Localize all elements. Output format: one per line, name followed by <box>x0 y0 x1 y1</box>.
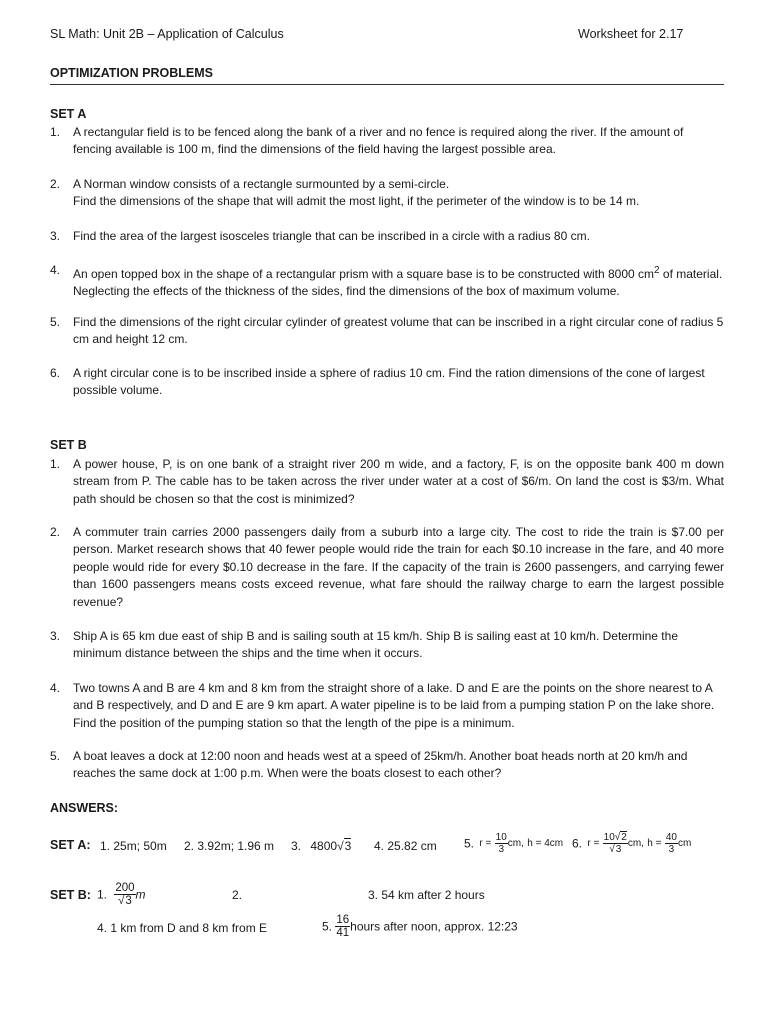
answer-b5 <box>322 914 518 939</box>
problem-text: Ship A is 65 km due east of ship B and is sailing south at 15 km/h. Ship B is sailing east at 10 km/h. Determine the minimum distance between the ships and the time when it occurs. <box>73 629 678 661</box>
answers-set-a-label: SET A: <box>50 838 91 852</box>
problem-number: 4. <box>50 263 61 277</box>
numerator: 40 <box>665 832 677 843</box>
answer-a3 <box>291 839 351 853</box>
page-title: OPTIMIZATION PROBLEMS <box>50 66 213 80</box>
answer-a6 <box>572 832 691 855</box>
answer-text: hours after noon, approx. 12:23 <box>350 919 518 934</box>
problem-text: Find the dimensions of the right circular cylinder of greatest volume that can be inscribed in a right circular cone of radius 5 cm and height 12 cm. <box>73 315 724 347</box>
variable-h: h = <box>647 838 662 849</box>
set-b-heading: SET B <box>50 438 87 452</box>
problem-number: 4. <box>50 681 61 695</box>
unit: cm <box>677 838 692 849</box>
answer-number: 5. <box>322 919 333 934</box>
radicand: 3 <box>615 844 622 855</box>
problem-text: An open topped box in the shape of a rectangular prism with a square base is to be constructed with 8000 cm <box>73 267 655 281</box>
problem-number: 1. <box>50 125 61 139</box>
problem-text: Two towns A and B are 4 km and 8 km from the straight shore of a lake. D and E are the points on the shore nearest to A and B respectively, and D and E are 9 km apart. A water pipeline is to be laid from a pumping station P on the lake shore. Find the position of the pumping station so that the length of the pipe is a minimum. <box>73 681 715 730</box>
problem-number: 2. <box>50 525 61 539</box>
answer-a5 <box>464 832 563 855</box>
variable-h: h = 4cm <box>527 838 564 849</box>
problem-number: 6. <box>50 366 61 380</box>
numerator: 200 <box>115 882 135 894</box>
denominator: 41 <box>336 927 350 939</box>
course-title: SL Math: Unit 2B – Application of Calculus <box>50 27 284 41</box>
problem-text: Find the area of the largest isosceles triangle that can be inscribed in a circle with a radius 80 cm. <box>73 229 590 243</box>
problem-text-block <box>73 262 724 301</box>
problem-number: 1. <box>50 457 61 471</box>
answer-number: 1. <box>97 887 108 902</box>
fraction <box>665 832 678 855</box>
answer-number: 5. <box>464 836 475 851</box>
radicand: 3 <box>125 895 132 907</box>
fraction <box>603 832 628 855</box>
fraction <box>335 914 350 939</box>
problem-text: A commuter train carries 2000 passengers daily from a suburb into a large city. The cost to ride the train is $7.00 per person. Market research shows that 40 fewer people would ride the train for each $0.10 increase in the fare, and 40 more people would ride for every $0.10 decrease in the fare. If the capacity of the train is 2600 passengers, and carrying fewer than 1600 passengers means costs exceed revenue, what fare should the railway charge to earn the largest possible revenue? <box>73 525 724 609</box>
problem-text-continued: of material. Neglecting the effects of the thickness of the sides, find the dimensions of the box of maximum volume. <box>73 267 723 299</box>
problem-number: 2. <box>50 177 61 191</box>
problem-text: A power house, P, is on one bank of a straight river 200 m wide, and a factory, F, is on the opposite bank 400 m down stream from P. The cable has to be taken across the river under water at a cost of $6/m. On land the cost is $3/m. What path should be chosen so that the cost is minimized? <box>73 457 724 506</box>
problem-text: A Norman window consists of a rectangle surmounted by a semi-circle. <box>73 177 450 191</box>
denominator: 3 <box>668 844 675 855</box>
radicand: 2 <box>621 832 627 843</box>
problem-number: 5. <box>50 749 61 763</box>
answer-value: 4800 <box>310 839 338 853</box>
answer-number: 3. <box>291 839 302 853</box>
sqrt-symbol: √ <box>609 844 615 855</box>
answer-a4: 4. 25.82 cm <box>374 839 437 853</box>
problem-text: A right circular cone is to be inscribed inside a sphere of radius 10 cm. Find the ration dimensions of the cone of largest possible volume. <box>73 366 705 398</box>
answer-b4: 4. 1 km from D and 8 km from E <box>97 921 268 935</box>
radicand: 3 <box>344 839 352 853</box>
variable-r: r = <box>479 838 492 849</box>
problem-number: 3. <box>50 629 61 643</box>
sqrt-symbol: √ <box>614 832 621 843</box>
answer-a1: 1. 25m; 50m <box>100 839 167 853</box>
numerator: 16 <box>336 914 350 926</box>
unit: m <box>135 887 146 902</box>
answer-b2: 2. <box>232 888 243 902</box>
page-header <box>50 27 724 43</box>
numerator: 10 <box>495 832 507 843</box>
denominator: 3 <box>498 844 504 855</box>
fraction <box>495 832 508 855</box>
set-a-heading: SET A <box>50 107 87 121</box>
coefficient: 10 <box>603 832 615 843</box>
answer-a2: 2. 3.92m; 1.96 m <box>184 839 275 853</box>
problem-text: A rectangular field is to be fenced along the bank of a river and no fence is required along the river. If the amount of fencing available is 100 m, find the dimensions of the field having the largest possible area. <box>73 125 684 157</box>
unit: cm, <box>507 838 524 849</box>
fraction <box>114 882 135 907</box>
problem-number: 5. <box>50 315 61 329</box>
title-divider <box>50 84 724 85</box>
answer-number: 6. <box>572 836 583 851</box>
problem-text-continued: Find the dimensions of the shape that will admit the most light, if the perimeter of the window is to be 14 m. <box>73 194 640 209</box>
superscript-exponent: 2 <box>654 265 660 276</box>
sqrt-symbol: √ <box>118 895 125 907</box>
sqrt-symbol: √ <box>337 839 344 853</box>
problem-text: A boat leaves a dock at 12:00 noon and heads west at a speed of 25km/h. Another boat heads north at 20 km/h and reaches the same dock at 1:00 p.m. When were the boats closest to each other? <box>73 749 688 781</box>
answer-b1 <box>97 882 146 907</box>
problem-number: 3. <box>50 229 61 243</box>
answers-set-b-label: SET B: <box>50 888 91 902</box>
answers-heading: ANSWERS: <box>50 801 119 815</box>
denominator <box>114 895 135 907</box>
answer-b3: 3. 54 km after 2 hours <box>368 888 485 902</box>
unit: cm, <box>627 838 644 849</box>
variable-r: r = <box>587 838 600 849</box>
denominator <box>603 844 628 855</box>
worksheet-label: Worksheet for 2.17 <box>578 27 684 41</box>
problem-text-block <box>73 176 724 211</box>
